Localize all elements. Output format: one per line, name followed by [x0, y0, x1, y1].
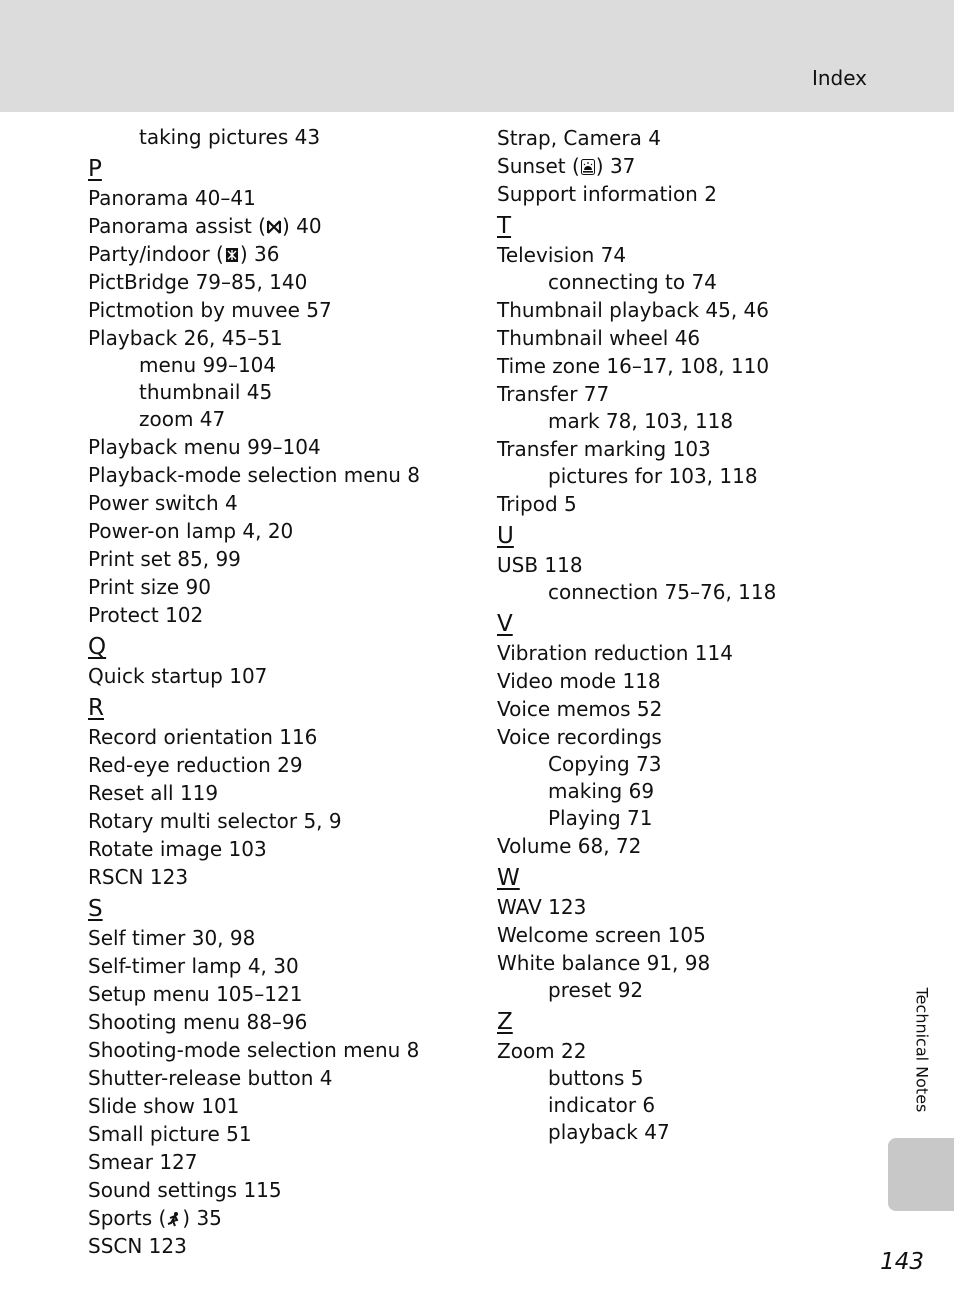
- index-entry-text: Voice memos 52: [497, 697, 663, 721]
- index-entry-text: Smear 127: [88, 1150, 198, 1174]
- index-entry-text: Transfer marking 103: [497, 437, 711, 461]
- index-entry-text: Sound settings 115: [88, 1178, 282, 1202]
- party-indoor-icon: [225, 242, 239, 258]
- index-entry: [88, 1008, 468, 1036]
- index-entry: [88, 1204, 468, 1232]
- index-entry: [88, 324, 468, 352]
- index-entry: [88, 952, 468, 980]
- index-letter-heading: V: [497, 611, 513, 637]
- index-entry: [497, 435, 877, 463]
- index-entry-text: Playback 26, 45–51: [88, 326, 283, 350]
- index-subentry: [497, 269, 877, 296]
- section-tab: [888, 1138, 954, 1211]
- index-entry-text: Playback-mode selection menu 8: [88, 463, 421, 487]
- index-entry: [88, 1232, 468, 1260]
- index-entry: [497, 695, 877, 723]
- index-entry-text: Shutter-release button 4: [88, 1066, 333, 1090]
- index-entry: [88, 545, 468, 573]
- index-entry-text: SSCN 123: [88, 1234, 187, 1258]
- index-entry: [497, 124, 877, 152]
- index-entry-text: Panorama assist (: [88, 214, 266, 238]
- index-subentry: [88, 406, 468, 433]
- index-entry: [497, 832, 877, 860]
- index-entry-text: Party/indoor (: [88, 242, 224, 266]
- index-entry: [88, 1092, 468, 1120]
- index-entry: [88, 212, 468, 240]
- index-subentry: [497, 463, 877, 490]
- page-header: [0, 0, 954, 112]
- index-entry: [88, 751, 468, 779]
- index-entry: [88, 489, 468, 517]
- index-letter-heading: S: [88, 896, 103, 922]
- index-entry-text: mark 78, 103, 118: [548, 409, 734, 433]
- index-entry: [497, 639, 877, 667]
- index-entry-text: zoom 47: [139, 407, 226, 431]
- index-entry: [88, 662, 468, 690]
- index-entry-text: Record orientation 116: [88, 725, 318, 749]
- index-subentry: [497, 1092, 877, 1119]
- index-entry-text: Transfer 77: [497, 382, 610, 406]
- index-entry: [88, 1120, 468, 1148]
- index-entry-text: PictBridge 79–85, 140: [88, 270, 308, 294]
- index-entry-text: indicator 6: [548, 1093, 656, 1117]
- index-entry: [88, 835, 468, 863]
- index-entry-text: Shooting-mode selection menu 8: [88, 1038, 420, 1062]
- index-entry-text: USB 118: [497, 553, 583, 577]
- index-entry: [88, 723, 468, 751]
- index-entry-text: Pictmotion by muvee 57: [88, 298, 332, 322]
- index-entry: [88, 433, 468, 461]
- index-entry-text: Power-on lamp 4, 20: [88, 519, 294, 543]
- index-subentry: [88, 379, 468, 406]
- index-entry: [497, 241, 877, 269]
- index-entry-text: Welcome screen 105: [497, 923, 706, 947]
- index-entry-text: making 69: [548, 779, 655, 803]
- index-entry-text: Thumbnail playback 45, 46: [497, 298, 769, 322]
- index-entry-text: Playback menu 99–104: [88, 435, 321, 459]
- index-letter-heading: P: [88, 156, 102, 182]
- index-entry: [88, 268, 468, 296]
- index-entry: [88, 1148, 468, 1176]
- side-tab-label: Technical Notes: [912, 987, 932, 1113]
- index-entry-page-refs: ) 40: [281, 214, 322, 238]
- index-entry-text: RSCN 123: [88, 865, 189, 889]
- index-entry: [88, 1036, 468, 1064]
- index-entry-text: Television 74: [497, 243, 627, 267]
- index-entry: [88, 779, 468, 807]
- index-entry-text: Setup menu 105–121: [88, 982, 303, 1006]
- index-entry-text: Copying 73: [548, 752, 662, 776]
- index-subentry: [497, 579, 877, 606]
- index-entry-text: Time zone 16–17, 108, 110: [497, 354, 770, 378]
- index-subentry: [497, 1065, 877, 1092]
- index-entry-text: Print set 85, 99: [88, 547, 241, 571]
- index-subentry: [497, 977, 877, 1004]
- index-letter-heading: W: [497, 865, 520, 891]
- index-subentry: [497, 805, 877, 832]
- index-entry: [88, 573, 468, 601]
- index-entry-text: Shooting menu 88–96: [88, 1010, 308, 1034]
- index-entry-text: Slide show 101: [88, 1094, 240, 1118]
- index-entry-text: buttons 5: [548, 1066, 644, 1090]
- sunset-icon: [581, 154, 595, 170]
- index-entry-text: Sunset (: [497, 154, 580, 178]
- index-entry-text: Voice recordings: [497, 725, 662, 749]
- index-entry-text: Tripod 5: [497, 492, 577, 516]
- index-entry-text: Vibration reduction 114: [497, 641, 733, 665]
- index-entry: [88, 980, 468, 1008]
- index-entry-text: Self timer 30, 98: [88, 926, 256, 950]
- index-letter-heading: T: [497, 213, 512, 239]
- index-subentry: [497, 751, 877, 778]
- index-entry-text: connection 75–76, 118: [548, 580, 777, 604]
- index-entry-page-refs: ) 36: [239, 242, 280, 266]
- index-entry-text: playback 47: [548, 1120, 670, 1144]
- index-entry: [497, 893, 877, 921]
- index-subentry: [497, 408, 877, 435]
- index-entry: [497, 1037, 877, 1065]
- index-entry-text: Panorama 40–41: [88, 186, 256, 210]
- index-entry: [88, 863, 468, 891]
- page-number: 143: [880, 1249, 924, 1275]
- index-entry-text: menu 99–104: [139, 353, 277, 377]
- index-subentry: [88, 352, 468, 379]
- index-entry-text: Playing 71: [548, 806, 653, 830]
- index-subentry: [497, 778, 877, 805]
- index-entry: [88, 601, 468, 629]
- index-entry: [497, 380, 877, 408]
- index-entry-text: Rotate image 103: [88, 837, 267, 861]
- index-entry-text: Rotary multi selector 5, 9: [88, 809, 342, 833]
- index-entry-text: Quick startup 107: [88, 664, 268, 688]
- index-entry: [88, 296, 468, 324]
- index-entry: [88, 517, 468, 545]
- index-entry: [497, 152, 877, 180]
- index-entry-text: Zoom 22: [497, 1039, 587, 1063]
- index-entry-text: Strap, Camera 4: [497, 126, 661, 150]
- index-entry-text: Sports (: [88, 1206, 167, 1230]
- index-entry-text: Power switch 4: [88, 491, 238, 515]
- index-entry-text: pictures for 103, 118: [548, 464, 758, 488]
- index-column-right: [497, 124, 877, 1146]
- index-entry-text: thumbnail 45: [139, 380, 273, 404]
- sports-icon: [167, 1206, 181, 1222]
- index-entry-page-refs: ) 35: [182, 1206, 222, 1230]
- index-entry-text: White balance 91, 98: [497, 951, 711, 975]
- index-entry-text: taking pictures 43: [139, 125, 321, 149]
- header-title: Index: [811, 66, 867, 90]
- index-entry-page-refs: ) 37: [595, 154, 636, 178]
- index-subentry: [497, 1119, 877, 1146]
- index-entry-text: Self-timer lamp 4, 30: [88, 954, 299, 978]
- index-entry: [88, 240, 468, 268]
- index-entry-text: Red-eye reduction 29: [88, 753, 303, 777]
- index-entry: [88, 1176, 468, 1204]
- index-entry-text: Video mode 118: [497, 669, 661, 693]
- index-entry-text: Reset all 119: [88, 781, 219, 805]
- index-entry: [497, 180, 877, 208]
- index-entry-text: Protect 102: [88, 603, 204, 627]
- index-entry: [88, 461, 468, 489]
- index-entry: [497, 667, 877, 695]
- index-entry-text: Volume 68, 72: [497, 834, 642, 858]
- index-letter-heading: Z: [497, 1009, 513, 1035]
- index-entry-text: connecting to 74: [548, 270, 717, 294]
- index-entry: [88, 184, 468, 212]
- index-entry: [497, 723, 877, 751]
- index-entry: [497, 352, 877, 380]
- index-entry: [88, 807, 468, 835]
- index-entry: [497, 921, 877, 949]
- index-entry-text: Print size 90: [88, 575, 211, 599]
- index-entry: [88, 1064, 468, 1092]
- index-letter-heading: Q: [88, 634, 107, 660]
- index-entry: [497, 949, 877, 977]
- index-entry: [497, 551, 877, 579]
- index-entry-text: Support information 2: [497, 182, 717, 206]
- index-entry-text: Small picture 51: [88, 1122, 252, 1146]
- index-entry-text: preset 92: [548, 978, 644, 1002]
- index-letter-heading: R: [88, 695, 104, 721]
- index-entry: [497, 490, 877, 518]
- panorama-assist-icon: [267, 214, 281, 230]
- index-letter-heading: U: [497, 523, 514, 549]
- index-entry: [88, 924, 468, 952]
- index-entry: [497, 296, 877, 324]
- index-column-left: [88, 124, 468, 1260]
- index-entry-text: Thumbnail wheel 46: [497, 326, 701, 350]
- index-entry: [497, 324, 877, 352]
- index-entry-text: WAV 123: [497, 895, 587, 919]
- index-subentry: [88, 124, 468, 151]
